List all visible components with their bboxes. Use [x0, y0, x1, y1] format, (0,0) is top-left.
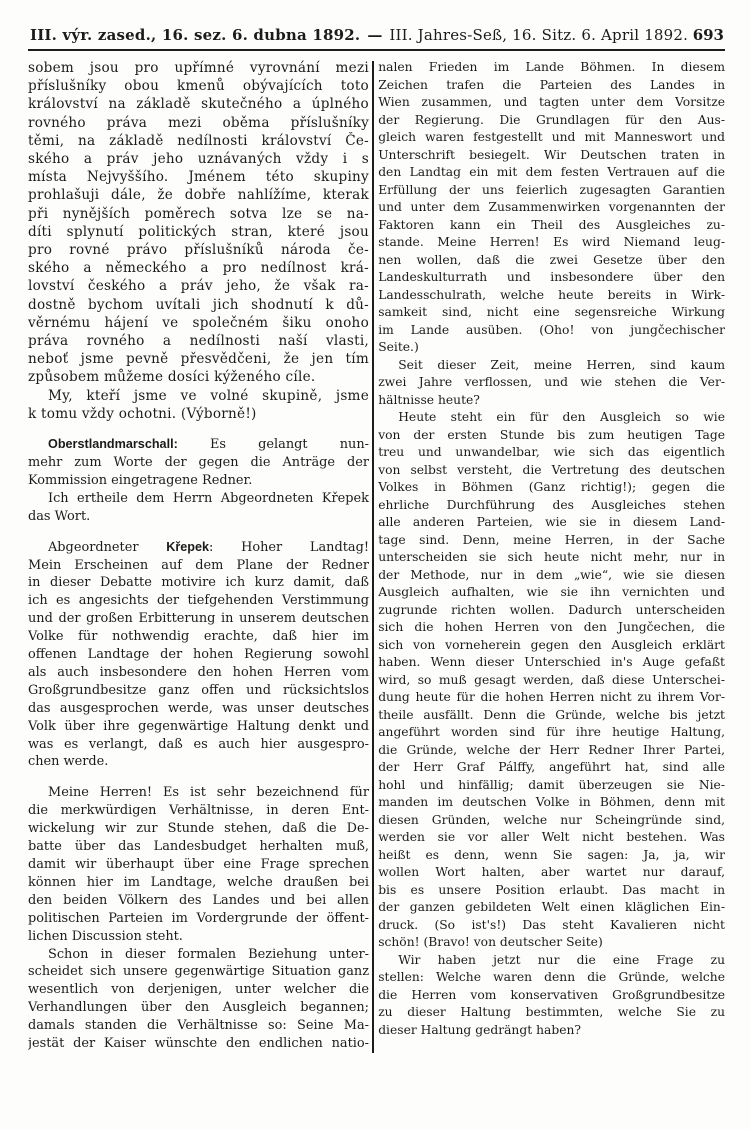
- text-line: batte über das Landesbudget herhalten muß,: [28, 839, 369, 855]
- text-line: was es verlangt, daß es auch hier ausgespro-: [28, 736, 369, 752]
- text-line: stande. Meine Herren! Es wird Niemand leug-: [378, 235, 725, 249]
- text-line: damals standen die Verhältnisse so: Seine Ma-: [28, 1018, 369, 1034]
- text-line: Kommission eingetragene Redner.: [28, 472, 253, 488]
- text-line: práva rovného a nedílnosti naší vlasti,: [28, 333, 369, 350]
- text-line: způsobem můžeme dosíci kýženého cíle.: [28, 369, 316, 386]
- text-line: ského a německého a pro nedílnost krá-: [28, 260, 369, 277]
- text-line: und der großen Erbitterung in unserem deutschen: [28, 611, 369, 627]
- text-line: dieser Haltung gedrängt haben?: [378, 1022, 581, 1037]
- text-segment: : Hoher Landtag!: [209, 539, 369, 555]
- text-line: nen wollen, daß die zwei Gesetze über den: [378, 252, 725, 267]
- text-line: zwei Jahre verflossen, und wie stehen die Ver-: [378, 375, 725, 389]
- text-line: hohl und hinfällig; damit überzeugen sie Nie-: [378, 777, 725, 792]
- text-line: wird, so muß gesagt werden, daß diese Unterschei-: [378, 672, 725, 687]
- text-line: tage sind. Denn, meine Herren, in der Sache: [378, 532, 725, 547]
- paragraph: [378, 952, 725, 1040]
- paragraph: [28, 539, 369, 772]
- text-line: diesen Gründen, welche nur Scheingründe sind,: [378, 812, 725, 827]
- text-line: die merkwürdigen Verhältnisse, in deren Ent-: [28, 803, 369, 819]
- text-line: als auch insbesondere den hohen Herren vom: [28, 664, 369, 680]
- text-line: der ganzen gebildeten Welt einen kläglichen Ein-: [378, 900, 725, 914]
- right-column: [378, 59, 725, 1053]
- text-line: k tomu vždy ochotni. (Výborně!): [28, 405, 257, 422]
- text-line: samkeit sind, nicht eine segensreiche Wirkung: [378, 305, 725, 319]
- text-line: schön! (Bravo! von deutscher Seite): [378, 935, 603, 949]
- text-line: das Wort.: [28, 508, 91, 524]
- speaker-name: Oberstlandmarschall:: [48, 437, 178, 452]
- paragraph: [28, 784, 369, 945]
- text-line: offenen Landtage der hohen Regierung sowohl: [28, 647, 369, 663]
- text-segment: Abgeordneter: [48, 539, 167, 555]
- text-line: dostně bychom uvítali jich shodnutí k dů-: [28, 296, 369, 313]
- text-line: rovného práva mezi oběma příslušníky: [28, 114, 369, 131]
- paragraph: [378, 357, 725, 410]
- text-line: damit wir überhaupt über eine Frage sprechen: [28, 857, 369, 872]
- text-line: alle anderen Parteien, wie sie in diesem Land-: [378, 515, 725, 529]
- text-line: wollen Wort halten, aber wartet nur darauf,: [378, 865, 725, 879]
- text-line: Landeskulturrath und insbesondere über den: [378, 270, 725, 284]
- text-line: und unter dem Zusammenwirken vorgenannten der: [378, 200, 725, 214]
- text-line: hältnisse heute?: [378, 392, 480, 407]
- paragraph: [28, 387, 369, 423]
- text-line: können hier im Landtage, welche draußen bei: [28, 874, 369, 890]
- text-line: der Methode, nur in dem „wie“, wie sie diesen: [378, 567, 725, 582]
- text-line: Seit dieser Zeit, meine Herren, sind kaum: [398, 357, 725, 372]
- text-line: den beiden Völkern des Landes und bei allen: [28, 892, 369, 908]
- text-line: treu und unwandelbar, wie sich das eigentlich: [378, 445, 725, 459]
- text-line: im Lande ausüben. (Oho! von jungčechischer: [378, 322, 725, 337]
- text-line: lovství českého a práv jeho, že však ra-: [28, 278, 369, 295]
- left-column: [28, 59, 369, 1053]
- text-segment: Es gelangt nun-: [177, 437, 369, 453]
- text-line: Volkes in Böhmen (Ganz richtig!); gegen die: [378, 480, 725, 494]
- paragraph: [28, 490, 369, 526]
- text-line: zugrunde richten wollen. Dadurch unterscheiden: [378, 602, 725, 617]
- text-line: in dieser Debatte motivire ich kurz damit, daß: [28, 575, 369, 591]
- text-line: Zeichen trafen die Parteien des Landes in: [378, 77, 725, 92]
- header-german-session: III. Jahres-Seß, 16. Sitz. 6. April 1892.: [389, 26, 689, 44]
- paragraph: [28, 946, 369, 1053]
- text-line: Volk über ihre gegenwärtige Haltung denkt und: [28, 718, 369, 734]
- text-line: Ausgleich aufhalten, wie sie ihn vernichten und: [378, 585, 725, 599]
- paragraph: [28, 436, 369, 490]
- text-line: druck. (So ist's!) Das steht Kavalieren nicht: [378, 917, 725, 932]
- text-line: jestät der Kaiser wünschte den endlichen natio-: [28, 1036, 369, 1052]
- header-rule: [28, 49, 725, 51]
- text-line: Faktoren kann ein Theil des Ausgleiches zu-: [378, 217, 725, 232]
- speaker-name: Křepek: [166, 539, 210, 554]
- text-line: wickelung wir zur Stunde stehen, daß die De-: [28, 821, 369, 837]
- text-line: místa Nejvyššího. Jménem této skupiny: [28, 169, 369, 186]
- paragraph: [378, 409, 725, 952]
- text-line: nalen Frieden im Lande Böhmen. In diesem: [378, 60, 725, 74]
- text-line: dung heute für die hohen Herren nicht zu ihrem Vor-: [378, 690, 725, 704]
- text-line: manden im deutschen Volke in Böhmen, denn mit: [378, 795, 725, 809]
- text-line: prohlašuji dále, že dobře nahlížíme, kterak: [28, 187, 369, 204]
- text-line: [28, 436, 369, 454]
- paragraph: [28, 59, 369, 387]
- text-line: von selbst versteht, die Vertretung des deutschen: [378, 462, 725, 477]
- text-line: lichen Discussion steht.: [28, 928, 183, 944]
- text-line: věrnému hájení ve společném šiku onoho: [28, 314, 369, 331]
- text-line: der Regierung. Die Grundlagen für den Aus-: [378, 112, 725, 127]
- header-dash: —: [367, 26, 383, 44]
- text-line: těmi, na základě nedílnosti království Če-: [28, 132, 369, 149]
- text-line: království na základě skutečného a úplného: [28, 96, 369, 113]
- text-line: zu dieser Haltung bestimmten, welche Sie zu: [378, 1005, 725, 1019]
- text-line: sich die hohen Herren von den Jungčechen, die: [378, 620, 725, 634]
- text-line: Erfüllung der uns feierlich zugesagten Garantien: [378, 182, 725, 197]
- text-line: unterscheiden sie sich heute nicht mehr, nur in: [378, 550, 725, 564]
- page-number: 693: [692, 26, 724, 44]
- text-line: gleich waren festgestellt und mit Manneswort und: [378, 130, 725, 144]
- text-line: die Herren vom konservativen Großgrundbesitze: [378, 987, 725, 1002]
- text-line: Unterschrift besiegelt. Wir Deutschen traten in: [378, 147, 725, 162]
- text-line: bis es unsere Position erlaubt. Das macht in: [378, 882, 725, 897]
- text-line: sobem jsou pro upřímné vyrovnání mezi: [28, 60, 369, 76]
- text-line: Meine Herren! Es ist sehr bezeichnend für: [48, 785, 369, 801]
- text-line: wesentlich von derjenigen, unter welcher die: [28, 982, 369, 998]
- text-line: stellen: Welche waren denn die Gründe, welche: [378, 970, 725, 984]
- text-line: der Herr Graf Pálffy, angeführt hat, sind alle: [378, 760, 725, 774]
- text-line: den Landtag ein mit dem festen Vertrauen auf die: [378, 165, 725, 179]
- text-line: Landesschulrath, welche heute bereits in Wirk-: [378, 287, 725, 302]
- text-line: Wir haben jetzt nur die eine Frage zu: [398, 952, 725, 967]
- text-line: ehrliche Durchführung des Ausgleiches stehen: [378, 497, 725, 512]
- text-line: Wien zusammen, und tagten unter dem Vorsitze: [378, 95, 725, 109]
- text-line: díti splynutí politických stran, které jsou: [28, 223, 369, 240]
- page-header: [28, 26, 725, 49]
- text-line: Seite.): [378, 340, 419, 354]
- text-line: Heute steht ein für den Ausgleich so wie: [398, 410, 725, 424]
- text-line: Großgrundbesitze ganz offen und rücksichtslos: [28, 682, 369, 698]
- text-line: politischen Parteien im Vordergrunde der öffent-: [28, 910, 369, 926]
- text-line: příslušníky obou kmenů obývajících toto: [28, 78, 369, 95]
- text-line: pro rovné právo příslušníků národa če-: [28, 242, 369, 259]
- text-line: Ich ertheile dem Herrn Abgeordneten Křepek: [48, 490, 369, 506]
- text-line: Verhandlungen über den Ausgleich begannen;: [28, 1000, 369, 1016]
- text-line: ského a práv jeho uznávaných vždy i s: [28, 151, 369, 168]
- text-line: das ausgesprochen werde, was unser deutsches: [28, 700, 369, 716]
- text-line: werden sie vor aller Welt nicht bestehen. Was: [378, 830, 725, 844]
- text-line: při nynějších poměrech sotva lze se na-: [28, 205, 369, 222]
- text-line: von der ersten Stunde bis zum heutigen Tage: [378, 427, 725, 442]
- column-divider: [372, 61, 374, 1053]
- text-line: die Gründe, welche der Herr Redner Ihrer Partei,: [378, 742, 725, 757]
- text-line: neboť jsme pevně přesvědčeni, že jen tím: [28, 351, 369, 368]
- text-line: scheidet sich unsere gegenwärtige Situation ganz: [28, 964, 369, 980]
- text-line: [28, 539, 369, 557]
- text-line: angeführt worden sind für ihre heutige Haltung,: [378, 725, 725, 739]
- text-line: haben. Wenn dieser Unterschied in's Auge gefaßt: [378, 655, 725, 669]
- text-line: sich von vorneherein gegen den Ausgleich erklärt: [378, 637, 725, 652]
- paragraph: [378, 59, 725, 357]
- text-columns: [28, 59, 725, 1053]
- text-line: chen werde.: [28, 754, 109, 770]
- text-line: My, kteří jsme ve volné skupině, jsme: [48, 387, 369, 404]
- text-line: mehr zum Worte der gegen die Anträge der: [28, 454, 369, 470]
- header-czech-session: III. výr. zased., 16. sez. 6. dubna 1892.: [30, 26, 361, 44]
- text-line: Mein Erscheinen auf dem Plane der Redner: [28, 557, 369, 573]
- text-line: heißt es denn, wenn Sie sagen: Ja, ja, wir: [378, 847, 725, 862]
- text-line: Volke für nothwendig erachte, daß hier im: [28, 629, 369, 645]
- text-line: theile ausfällt. Denn die Gründe, welche bis jetzt: [378, 707, 725, 722]
- text-line: ich es angesichts der tiefgehenden Verstimmung: [28, 593, 369, 609]
- text-line: Schon in dieser formalen Beziehung unter-: [48, 946, 369, 962]
